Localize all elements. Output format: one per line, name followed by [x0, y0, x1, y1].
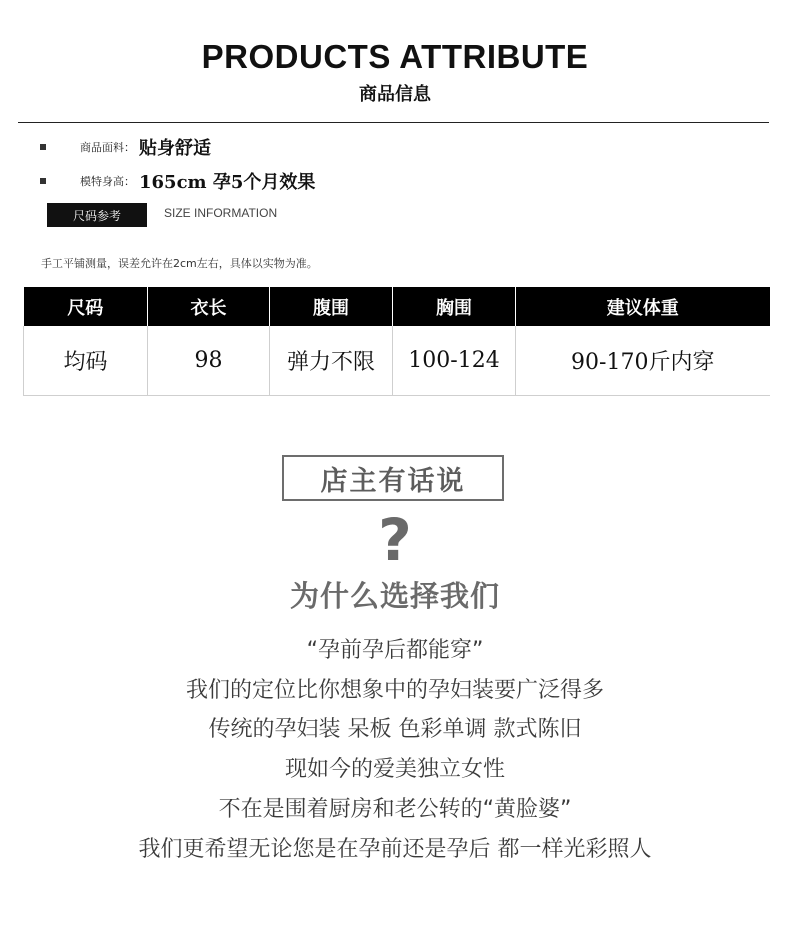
attribute-value: 165cm 孕5个月效果: [139, 172, 316, 193]
title-english: PRODUCTS ATTRIBUTE: [201, 38, 589, 75]
measurement-note: 手工平铺测量，误差允许在2cm左右，具体以实物为准。: [41, 257, 318, 270]
slogan-line: 传统的孕妇装 呆板 色彩单调 款式陈旧: [208, 717, 582, 742]
attribute-label: 商品面料：: [80, 141, 135, 154]
table-header-cell: 腹围: [270, 287, 393, 326]
table-header-cell: 建议体重: [516, 287, 770, 326]
table-header-cell: 尺码: [24, 287, 148, 326]
table-cell: 90-170斤内穿: [516, 326, 770, 395]
slogan-line: 我们更希望无论您是在孕前还是孕后 都一样光彩照人: [138, 837, 652, 862]
why-choose-us-heading: 为什么选择我们: [289, 579, 500, 613]
attribute-value: 贴身舒适: [139, 138, 211, 159]
table-cell: 均码: [24, 326, 148, 395]
size-reference-tab: 尺码参考: [47, 203, 147, 227]
question-mark-icon: ?: [378, 506, 412, 574]
slogan-line: 现如今的爱美独立女性: [284, 757, 505, 782]
table-row: [24, 326, 770, 395]
table-cell: 98: [148, 326, 270, 395]
header-divider: [18, 122, 769, 123]
attribute-model-height: [40, 168, 315, 194]
attribute-label: 模特身高：: [80, 175, 135, 188]
attribute-fabric: [40, 134, 211, 160]
size-table: [23, 287, 770, 396]
owner-says-box: 店主有话说: [282, 455, 504, 501]
table-cell: 100-124: [393, 326, 516, 395]
title-chinese: 商品信息: [359, 84, 431, 105]
table-header-row: [24, 287, 770, 326]
table-cell: 弹力不限: [270, 326, 393, 395]
slogan-line: 不在是围着厨房和老公转的“黄脸婆”: [218, 797, 572, 822]
slogan-line: 我们的定位比你想象中的孕妇装要广泛得多: [185, 678, 604, 703]
table-header-cell: 胸围: [393, 287, 516, 326]
table-header-cell: 衣长: [148, 287, 270, 326]
bullet-icon: [40, 178, 46, 184]
size-information-label: SIZE INFORMATION: [164, 206, 278, 220]
slogan-line: “孕前孕后都能穿”: [306, 638, 484, 663]
bullet-icon: [40, 144, 46, 150]
